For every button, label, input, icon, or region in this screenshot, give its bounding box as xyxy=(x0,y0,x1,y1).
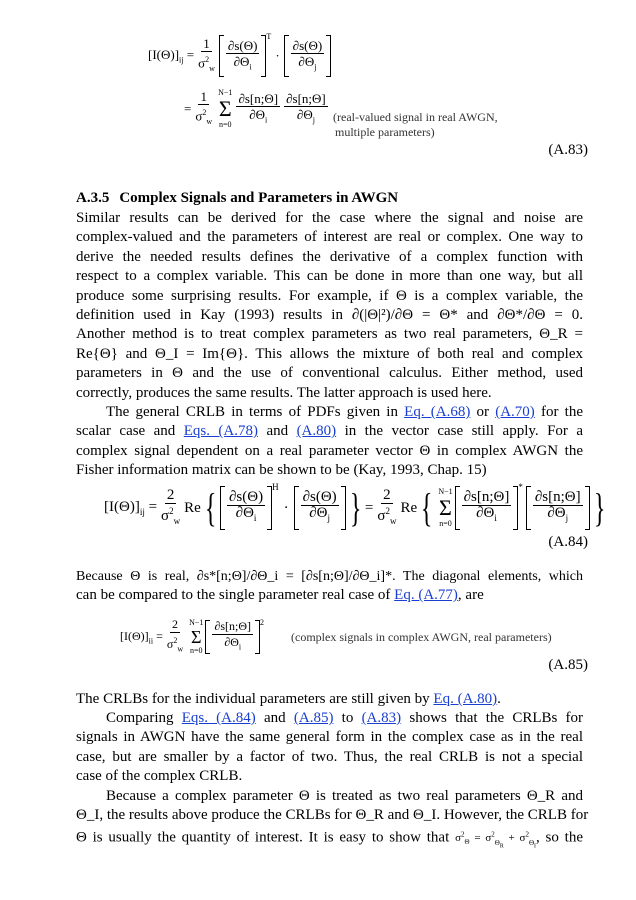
text-span: scalar case and xyxy=(76,423,176,440)
text-line: definition used in Kay (1993) results in ∂(|Θ|²)/∂Θ = Θ* and ∂Θ*/∂Θ = 0. xyxy=(76,307,583,324)
text-line: Because Θ is real, ∂s*[n;Θ]/∂Θ_i = [∂s[n;Θ]/∂Θ_i]*. The diagonal elements, which xyxy=(76,569,583,584)
text-span: The general CRLB in terms of PDFs given in xyxy=(106,404,398,420)
paragraph-5 xyxy=(76,709,583,787)
inline-variance-equation: $\sigma^2_\Theta = \sigma^2_{\Theta_R} + \sigma^2_{\Theta_I}$ xyxy=(455,830,536,850)
note-line: multiple parameters) xyxy=(335,125,435,139)
text-line: case, but are smaller by a factor of two. Thus, the real CRLB is not a special xyxy=(76,748,583,765)
text-span: or xyxy=(476,404,490,420)
ref-eq-a84[interactable]: Eqs. (A.84) xyxy=(181,710,256,726)
text-span: for the xyxy=(540,404,583,420)
text-line xyxy=(76,403,583,422)
text-span: can be compared to the single parameter real case of xyxy=(76,587,391,604)
text-span: and xyxy=(266,423,289,440)
equation-a85: $[I(\Theta)]_{ii}$ = $\frac{2}{\sigma^2_w}$ N−1 Σ n=0 $\frac{\partial s[n;\Theta]}{\partial\Theta_i}$ $^2$ xyxy=(120,617,265,655)
text-line xyxy=(76,826,583,857)
text-line: case of the complex CRLB. xyxy=(76,768,243,785)
equation-a83 xyxy=(148,28,331,134)
text-line: Similar results can be derived for the case where the signal and noise are xyxy=(76,210,583,226)
equation-a84: $[I(\Theta)]_{ij}$ = $\frac{2}{\sigma^2_w}$ Re { $\frac{\partial s(\Theta)}{\partial\Theta_i}$ $^H$ · $\frac{\partial s(\Theta)}{\partial\Theta_j}$ } = $\frac{2}{\sigma^2_w}$ Re { N−1 Σ n=0 $\frac{\partial s[n;\Theta]}{\partial\Theta_i}$ * $\frac{\partial s[n;\Theta]}{\partial\Theta_j}$ } xyxy=(104,482,605,530)
text-line: derive the needed results defines the derivative of a complex function with xyxy=(76,248,583,265)
paragraph-2 xyxy=(76,403,583,481)
ref-eq-a68[interactable]: Eq. (A.68) xyxy=(404,404,471,420)
ref-eq-a78[interactable]: Eqs. (A.78) xyxy=(183,423,259,440)
text-line xyxy=(76,586,583,605)
text-line: parameters in Θ and the use of conventional calculus. Either method, used xyxy=(76,365,583,382)
equation-a83-line1: $[I(\Theta)]_{ij}$ = $\frac{1}{\sigma^2_w}$ $\frac{\partial s(\Theta)}{\partial\Theta_i}$ $^T$ · $\frac{\partial s(\Theta)}{\partial\Theta_j}$ xyxy=(148,28,331,84)
note-line: (real-valued signal in real AWGN, xyxy=(333,110,498,124)
text-line: complex-valued and the parameters of interest are real or complex. One way to xyxy=(76,229,583,246)
text-span: and xyxy=(263,710,286,726)
text-line xyxy=(76,709,583,728)
ref-eq-a70[interactable]: (A.70) xyxy=(495,404,535,420)
equation-label: (A.85) xyxy=(548,657,588,673)
text-span: , so the xyxy=(536,829,584,846)
text-span: The CRLBs for the individual parameters are still given by xyxy=(76,691,430,707)
section-title: Complex Signals and Parameters in AWGN xyxy=(119,190,399,206)
equation-a85-note: (complex signals in complex AWGN, real parameters) xyxy=(291,630,552,644)
equation-label: (A.83) xyxy=(548,142,588,158)
text-line: correctly, produces the same results. The latter approach is used here. xyxy=(76,384,492,401)
text-line xyxy=(76,422,583,441)
text-line: signals in AWGN have the same general form in the complex case as in the real xyxy=(76,729,583,746)
text-span: Comparing xyxy=(106,710,174,726)
paragraph-4 xyxy=(76,690,583,709)
text-span: shows that the CRLBs for xyxy=(409,710,584,726)
text-span: . xyxy=(497,691,501,707)
text-line: Because a complex parameter Θ is treated as two real parameters Θ_R and xyxy=(106,788,583,804)
ref-eq-a77[interactable]: Eq. (A.77) xyxy=(394,587,458,604)
text-line: respect to a complex variable. This can be done in more than one way, but all xyxy=(76,268,583,285)
text-span: , are xyxy=(457,587,484,604)
text-span: to xyxy=(341,710,354,726)
ref-eq-a80[interactable]: Eq. (A.80) xyxy=(433,691,498,707)
section-number: A.3.5 xyxy=(76,190,110,206)
text-span: in the vector case still apply. For a xyxy=(344,423,584,440)
paragraph-3 xyxy=(76,567,583,606)
ref-eq-a85[interactable]: (A.85) xyxy=(293,710,334,726)
text-line: Re{Θ} and Θ_I = Im{Θ}. This allows the mixture of both real and complex xyxy=(76,345,583,362)
ref-eq-a80[interactable]: (A.80) xyxy=(296,423,337,440)
section-heading xyxy=(76,190,398,207)
paragraph-6 xyxy=(76,787,589,856)
text-line: Another method is to treat complex parameters as two real parameters, Θ_R = xyxy=(76,326,583,343)
text-line: produce some surprising results. For example, if Θ is a complex variable, the xyxy=(76,287,583,304)
paragraph-1 xyxy=(76,209,583,403)
equation-a83-line2: = $\frac{1}{\sigma^2_w}$ N−1 Σ n=0 $\frac{\partial s[n;\Theta]}{\partial\Theta_i}$ $\frac{\partial s[n;\Theta]}{\partial\Theta_j}$ xyxy=(184,88,326,129)
text-line: Fisher information matrix can be shown to be (Kay, 1993, Chap. 15) xyxy=(76,462,487,479)
text-span: Θ is usually the quantity of interest. It is easy to show that xyxy=(76,829,450,846)
ref-eq-a83[interactable]: (A.83) xyxy=(361,710,402,726)
text-line xyxy=(76,690,583,709)
equation-a83-note xyxy=(333,110,498,140)
text-line: complex signal dependent on a real parameter vector Θ in complex AWGN the xyxy=(76,442,583,459)
text-line: Θ_I, the results above produce the CRLBs for Θ_R and Θ_I. However, the CRLB for xyxy=(76,807,589,824)
equation-label: (A.84) xyxy=(548,534,588,550)
